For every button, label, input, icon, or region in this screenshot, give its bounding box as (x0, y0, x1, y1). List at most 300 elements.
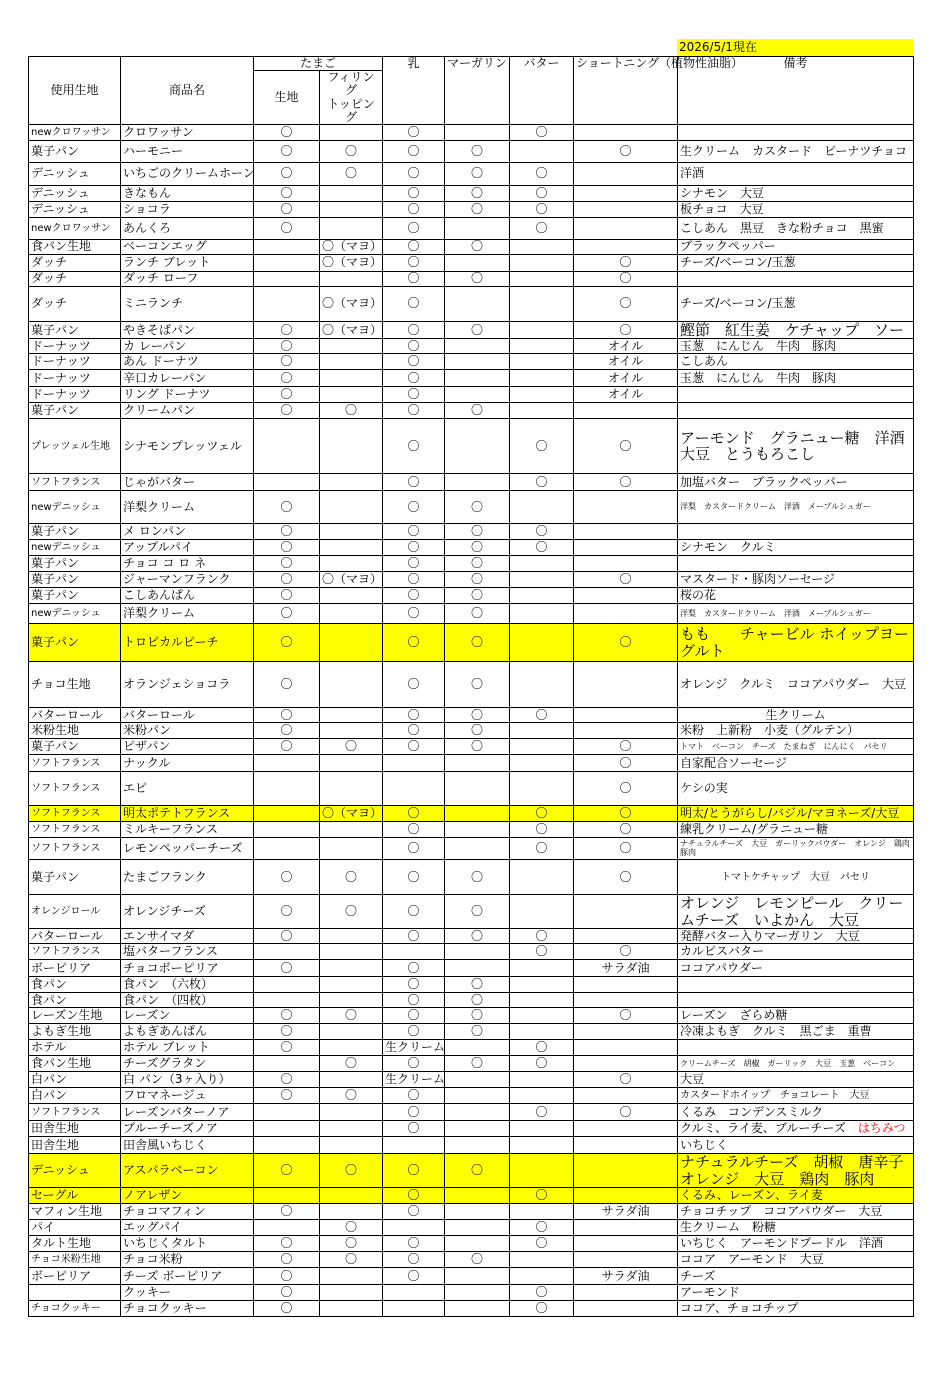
product-name-cell: エピ (121, 772, 254, 806)
product-name-cell: 米粉パン (121, 723, 254, 739)
butter-cell: 〇 (510, 474, 574, 491)
butter-cell (510, 140, 574, 162)
butter-cell (510, 1252, 574, 1268)
notes-text: 生クリーム (765, 707, 826, 722)
notes-cell (678, 217, 914, 239)
milk-cell: 〇 (383, 739, 445, 755)
egg-dough-cell: 〇 (254, 403, 320, 419)
table-row (29, 1072, 914, 1088)
notes-text: カスタードホイップ チョコレート 大豆 (680, 1090, 870, 1102)
base-cell: 菓子パン (29, 739, 121, 755)
table-row (29, 1104, 914, 1121)
margarine-cell: 〇 (445, 1154, 510, 1188)
milk-cell: 〇 (383, 403, 445, 419)
butter-cell (510, 604, 574, 624)
egg-filling-cell (320, 1301, 383, 1317)
notes-text: 玉葱 にんじん 牛肉 豚肉 (680, 370, 837, 385)
egg-dough-cell (254, 993, 320, 1008)
notes-cell (678, 1268, 914, 1285)
shortening-cell: オイル (574, 370, 678, 387)
milk-cell: 〇 (383, 1008, 445, 1024)
egg-filling-cell (320, 1024, 383, 1040)
margarine-cell (445, 124, 510, 140)
milk-cell: 生クリーム (383, 1072, 445, 1088)
base-cell: ソフトフランス (29, 822, 121, 838)
notes-cell (678, 1153, 919, 1188)
margarine-cell: 〇 (445, 239, 510, 254)
egg-dough-cell: 〇 (254, 124, 320, 140)
notes-cell (678, 739, 914, 755)
notes-cell (678, 895, 914, 929)
egg-dough-cell: 〇 (254, 1008, 320, 1024)
notes-cell (678, 588, 914, 604)
egg-filling-cell (320, 755, 383, 772)
butter-cell: 〇 (510, 822, 574, 838)
shortening-cell: サラダ油 (574, 960, 678, 977)
egg-filling-cell: 〇 (320, 1056, 383, 1072)
base-cell: デニッシュ (29, 185, 121, 201)
egg-dough-cell (254, 977, 320, 993)
egg-filling-cell (320, 838, 383, 860)
header-margarine: マーガリン (445, 57, 510, 125)
notes-text: チーズ/ベーコン/玉葱 (680, 296, 796, 311)
table-row (29, 1220, 914, 1236)
table-row (29, 185, 914, 201)
base-cell: 食パン (29, 993, 121, 1008)
notes-text: 米粉 上新粉 小麦（グルテン） (680, 723, 860, 738)
margarine-cell: 〇 (445, 604, 510, 624)
product-name-cell: いちじくタルト (121, 1236, 254, 1252)
base-cell: 菓子パン (29, 860, 121, 895)
notes-text: 玉葱 にんじん 牛肉 豚肉 (680, 338, 837, 353)
product-name-cell: レーズン (121, 1008, 254, 1024)
egg-dough-cell: 〇 (254, 370, 320, 387)
shortening-cell (574, 1285, 678, 1301)
notes-text: ココア アーモンド 大豆 (680, 1252, 824, 1267)
base-cell: 菓子パン (29, 524, 121, 540)
product-name-cell: クロワッサン (121, 124, 254, 140)
egg-filling-cell: 〇 (320, 1236, 383, 1252)
butter-cell (510, 993, 574, 1008)
product-name-cell: エッグパイ (121, 1220, 254, 1236)
notes-text: 生クリーム 粉糖 (680, 1220, 777, 1235)
base-cell: バターロール (29, 929, 121, 944)
egg-filling-cell (320, 1121, 383, 1137)
table-row (29, 1088, 914, 1104)
product-name-cell: 辛口カレーパン (121, 370, 254, 387)
egg-dough-cell: 〇 (254, 1040, 320, 1056)
header-notes: 備考 (678, 57, 914, 125)
egg-dough-cell: 〇 (254, 1236, 320, 1252)
notes-text: もも チャービル ホイップヨーグルト (680, 625, 910, 660)
butter-cell: 〇 (510, 1104, 574, 1121)
notes-cell (678, 1121, 914, 1137)
egg-dough-cell: 〇 (254, 185, 320, 201)
margarine-cell (445, 419, 510, 474)
table-row (29, 1268, 914, 1285)
base-cell: よもぎ生地 (29, 1024, 121, 1040)
table-row (29, 1137, 914, 1154)
shortening-cell: オイル (574, 354, 678, 370)
product-name-cell: 洋梨クリーム (121, 604, 254, 624)
milk-cell: 〇 (383, 419, 445, 474)
base-cell: ドーナッツ (29, 370, 121, 387)
butter-cell (510, 662, 574, 708)
margarine-cell (445, 1040, 510, 1056)
egg-filling-cell (320, 1137, 383, 1154)
notes-cell (678, 1188, 914, 1204)
milk-cell: 〇 (383, 604, 445, 624)
butter-cell (510, 239, 574, 254)
egg-filling-cell: 〇（マヨ） (320, 239, 383, 254)
base-cell: デニッシュ (29, 162, 121, 185)
milk-cell: 〇 (383, 556, 445, 572)
shortening-cell: 〇 (574, 419, 678, 474)
base-cell: 田舎生地 (29, 1121, 121, 1137)
base-cell: レーズン生地 (29, 1008, 121, 1024)
shortening-cell (574, 556, 678, 572)
shortening-cell: 〇 (574, 321, 678, 339)
milk-cell: 〇 (383, 162, 445, 185)
notes-cell (678, 708, 914, 723)
egg-dough-cell (254, 1220, 320, 1236)
butter-cell: 〇 (510, 524, 574, 540)
margarine-cell: 〇 (445, 860, 510, 895)
butter-cell (510, 286, 574, 321)
notes-cell (678, 1104, 914, 1121)
margarine-cell (445, 822, 510, 838)
egg-dough-cell (254, 838, 320, 860)
shortening-cell: 〇 (574, 1072, 678, 1088)
milk-cell: 〇 (383, 588, 445, 604)
base-cell: newクロワッサン (29, 124, 121, 140)
notes-text: チョコチップ ココアパウダー 大豆 (680, 1204, 883, 1219)
shortening-cell: 〇 (574, 739, 678, 755)
egg-filling-cell (320, 387, 383, 403)
egg-filling-cell (320, 1104, 383, 1121)
egg-dough-cell (254, 1104, 320, 1121)
butter-cell (510, 370, 574, 387)
table-row (29, 491, 914, 524)
notes-cell (678, 354, 914, 370)
product-name-cell: リング ドーナツ (121, 387, 254, 403)
shortening-cell (574, 540, 678, 556)
margarine-cell (445, 1220, 510, 1236)
shortening-cell (574, 977, 678, 993)
margarine-cell: 〇 (445, 185, 510, 201)
notes-text: こしあん 黒豆 きな粉チョコ 黒蜜 (680, 220, 884, 235)
notes-cell (678, 140, 914, 162)
shortening-cell: 〇 (574, 838, 678, 860)
egg-dough-cell (254, 755, 320, 772)
notes-red-text: はちみつ (857, 1121, 906, 1136)
product-name-cell: チョコマフィン (121, 1204, 254, 1220)
table-row (29, 806, 914, 822)
egg-filling-cell (320, 419, 383, 474)
notes-cell (678, 822, 914, 838)
egg-filling-cell (320, 977, 383, 993)
margarine-cell: 〇 (445, 662, 510, 708)
notes-text: 冷凍よもぎ クルミ 黒ごま 重曹 (680, 1024, 872, 1039)
butter-cell (510, 1072, 574, 1088)
table-row (29, 124, 914, 140)
egg-dough-cell: 〇 (254, 604, 320, 624)
butter-cell (510, 403, 574, 419)
egg-filling-cell (320, 217, 383, 239)
notes-cell (678, 1220, 914, 1236)
table-row (29, 1301, 914, 1317)
shortening-cell: 〇 (574, 286, 678, 321)
notes-cell (678, 491, 914, 524)
butter-cell: 〇 (510, 124, 574, 140)
egg-dough-cell (254, 1188, 320, 1204)
product-name-cell: チョコクッキー (121, 1301, 254, 1317)
egg-dough-cell (254, 772, 320, 806)
butter-cell: 〇 (510, 201, 574, 217)
egg-filling-cell (320, 588, 383, 604)
notes-text: アーモンド グラニュー糖 洋酒 大豆 とうもろこし (680, 428, 920, 464)
table-row (29, 588, 914, 604)
margarine-cell: 〇 (445, 491, 510, 524)
base-cell: チョコ生地 (29, 662, 121, 708)
base-cell: ソフトフランス (29, 772, 121, 806)
base-cell: ホテル (29, 1040, 121, 1056)
base-cell: 食パン生地 (29, 239, 121, 254)
notes-text: いちじく (680, 1137, 729, 1152)
notes-text: オレンジ レモンピール クリームチーズ いよかん 大豆 (680, 894, 904, 929)
margarine-cell: 〇 (445, 723, 510, 739)
milk-cell: 〇 (383, 1252, 445, 1268)
margarine-cell (445, 806, 510, 822)
butter-cell (510, 321, 574, 339)
milk-cell: 〇 (383, 474, 445, 491)
milk-cell: 〇 (383, 1154, 445, 1188)
egg-filling-cell (320, 1285, 383, 1301)
table-row (29, 217, 914, 239)
butter-cell (510, 254, 574, 271)
butter-cell: 〇 (510, 1040, 574, 1056)
table-row (29, 201, 914, 217)
shortening-cell (574, 895, 678, 929)
egg-dough-cell (254, 271, 320, 286)
table-row (29, 254, 914, 271)
notes-text: くるみ コンデンスミルク (680, 1104, 824, 1119)
egg-dough-cell: 〇 (254, 1252, 320, 1268)
egg-dough-cell (254, 474, 320, 491)
egg-filling-cell (320, 1188, 383, 1204)
egg-filling-cell (320, 474, 383, 491)
milk-cell: 〇 (383, 993, 445, 1008)
egg-filling-cell (320, 524, 383, 540)
milk-cell: 〇 (383, 1236, 445, 1252)
egg-filling-cell (320, 354, 383, 370)
egg-filling-cell (320, 604, 383, 624)
shortening-cell: 〇 (574, 1104, 678, 1121)
milk-cell (383, 1220, 445, 1236)
egg-dough-cell: 〇 (254, 140, 320, 162)
milk-cell (383, 944, 445, 960)
egg-dough-cell: 〇 (254, 540, 320, 556)
table-row (29, 977, 914, 993)
margarine-cell (445, 772, 510, 806)
product-name-cell: ミニランチ (121, 286, 254, 321)
table-row (29, 960, 914, 977)
shortening-cell (574, 217, 678, 239)
notes-text: 鰹節 紅生姜 ケチャップ ソー (680, 320, 904, 339)
notes-text: シナモン クルミ (680, 540, 776, 555)
product-name-cell: チョコ コ ロ ネ (121, 556, 254, 572)
table-row (29, 1188, 914, 1204)
product-name-cell: 食パン （六枚） (121, 977, 254, 993)
notes-text: 発酵バター入りマーガリン 大豆 (680, 928, 860, 943)
product-name-cell: 食パン （四枚） (121, 993, 254, 1008)
egg-dough-cell: 〇 (254, 1154, 320, 1188)
base-cell: ドーナッツ (29, 387, 121, 403)
milk-cell: 〇 (383, 1188, 445, 1204)
shortening-cell (574, 723, 678, 739)
shortening-cell: 〇 (574, 860, 678, 895)
egg-filling-cell: 〇 (320, 895, 383, 929)
milk-cell: 〇 (383, 354, 445, 370)
table-row (29, 624, 914, 662)
butter-cell: 〇 (510, 838, 574, 860)
table-row (29, 723, 914, 739)
date-label: 2026/5/1現在 (677, 39, 913, 56)
egg-filling-cell: 〇（マヨ） (320, 572, 383, 588)
shortening-cell (574, 124, 678, 140)
egg-dough-cell: 〇 (254, 588, 320, 604)
notes-text: オレンジ クルミ ココアパウダー 大豆 (680, 677, 906, 692)
base-cell: チョコ米粉生地 (29, 1252, 121, 1268)
shortening-cell: 〇 (574, 572, 678, 588)
header-egg-filling: フィリング トッピング (320, 71, 383, 125)
milk-cell: 〇 (383, 1104, 445, 1121)
shortening-cell (574, 491, 678, 524)
notes-cell (678, 1236, 914, 1252)
shortening-cell: 〇 (574, 806, 678, 822)
product-name-cell: メ ロンパン (121, 524, 254, 540)
milk-cell: 〇 (383, 723, 445, 739)
margarine-cell (445, 1121, 510, 1137)
notes-cell (678, 1137, 914, 1154)
egg-dough-cell: 〇 (254, 524, 320, 540)
base-cell: ソフトフランス (29, 944, 121, 960)
margarine-cell (445, 286, 510, 321)
margarine-cell: 〇 (445, 929, 510, 944)
milk-cell: 〇 (383, 895, 445, 929)
table-row (29, 321, 914, 339)
base-cell: ダッチ (29, 254, 121, 271)
table-row (29, 1252, 914, 1268)
table-row (29, 162, 914, 185)
butter-cell: 〇 (510, 1220, 574, 1236)
egg-filling-cell (320, 1268, 383, 1285)
base-cell: 菓子パン (29, 572, 121, 588)
margarine-cell: 〇 (445, 321, 510, 339)
milk-cell: 〇 (383, 185, 445, 201)
butter-cell: 〇 (510, 806, 574, 822)
margarine-cell: 〇 (445, 895, 510, 929)
egg-dough-cell: 〇 (254, 1285, 320, 1301)
margarine-cell: 〇 (445, 162, 510, 185)
base-cell: 菓子パン (29, 403, 121, 419)
notes-cell (678, 1056, 914, 1072)
table-row (29, 1154, 914, 1188)
product-name-cell: クリームパン (121, 403, 254, 419)
table-row (29, 540, 914, 556)
egg-filling-cell (320, 185, 383, 201)
butter-cell: 〇 (510, 1236, 574, 1252)
milk-cell: 〇 (383, 708, 445, 723)
butter-cell: 〇 (510, 217, 574, 239)
milk-cell: 〇 (383, 929, 445, 944)
notes-text: 自家配合ソーセージ (680, 755, 788, 770)
notes-text: レーズン ざらめ糖 (680, 1008, 788, 1023)
egg-dough-cell: 〇 (254, 321, 320, 339)
base-cell: セーグル (29, 1188, 121, 1204)
base-cell: プレッツェル生地 (29, 419, 121, 474)
egg-filling-cell: 〇（マヨ） (320, 254, 383, 271)
egg-dough-cell (254, 1137, 320, 1154)
margarine-cell (445, 1104, 510, 1121)
shortening-cell (574, 1188, 678, 1204)
margarine-cell (445, 1301, 510, 1317)
egg-dough-cell: 〇 (254, 201, 320, 217)
notes-cell (678, 723, 914, 739)
product-name-cell: 明太ポテトフランス (121, 806, 254, 822)
egg-filling-cell (320, 723, 383, 739)
table-row (29, 1121, 914, 1137)
butter-cell: 〇 (510, 1285, 574, 1301)
egg-filling-cell (320, 1040, 383, 1056)
egg-dough-cell (254, 286, 320, 321)
egg-filling-cell (320, 929, 383, 944)
margarine-cell: 〇 (445, 524, 510, 540)
table-row (29, 271, 914, 286)
product-name-cell: あん ドーナツ (121, 354, 254, 370)
margarine-cell: 〇 (445, 739, 510, 755)
table-row (29, 524, 914, 540)
notes-cell (678, 993, 914, 1008)
table-row (29, 604, 914, 624)
shortening-cell: オイル (574, 339, 678, 354)
egg-filling-cell (320, 944, 383, 960)
shortening-cell (574, 929, 678, 944)
butter-cell (510, 1024, 574, 1040)
notes-cell (678, 201, 914, 217)
shortening-cell: サラダ油 (574, 1268, 678, 1285)
product-name-cell: 白 パン（3ヶ入り） (121, 1072, 254, 1088)
shortening-cell (574, 588, 678, 604)
milk-cell: 〇 (383, 124, 445, 140)
butter-cell: 〇 (510, 540, 574, 556)
butter-cell: 〇 (510, 708, 574, 723)
shortening-cell (574, 1236, 678, 1252)
base-cell: チョコクッキー (29, 1301, 121, 1317)
header-egg-dough: 生地 (254, 71, 320, 125)
butter-cell (510, 1154, 574, 1188)
notes-text: マスタード・豚肉ソーセージ (680, 572, 836, 587)
base-cell: ダッチ (29, 286, 121, 321)
egg-dough-cell: 〇 (254, 929, 320, 944)
butter-cell (510, 354, 574, 370)
notes-cell (678, 1008, 914, 1024)
table-row (29, 1285, 914, 1301)
butter-cell: 〇 (510, 944, 574, 960)
product-name-cell: ダッチ ローフ (121, 271, 254, 286)
shortening-cell (574, 1301, 678, 1317)
notes-cell (678, 1285, 914, 1301)
